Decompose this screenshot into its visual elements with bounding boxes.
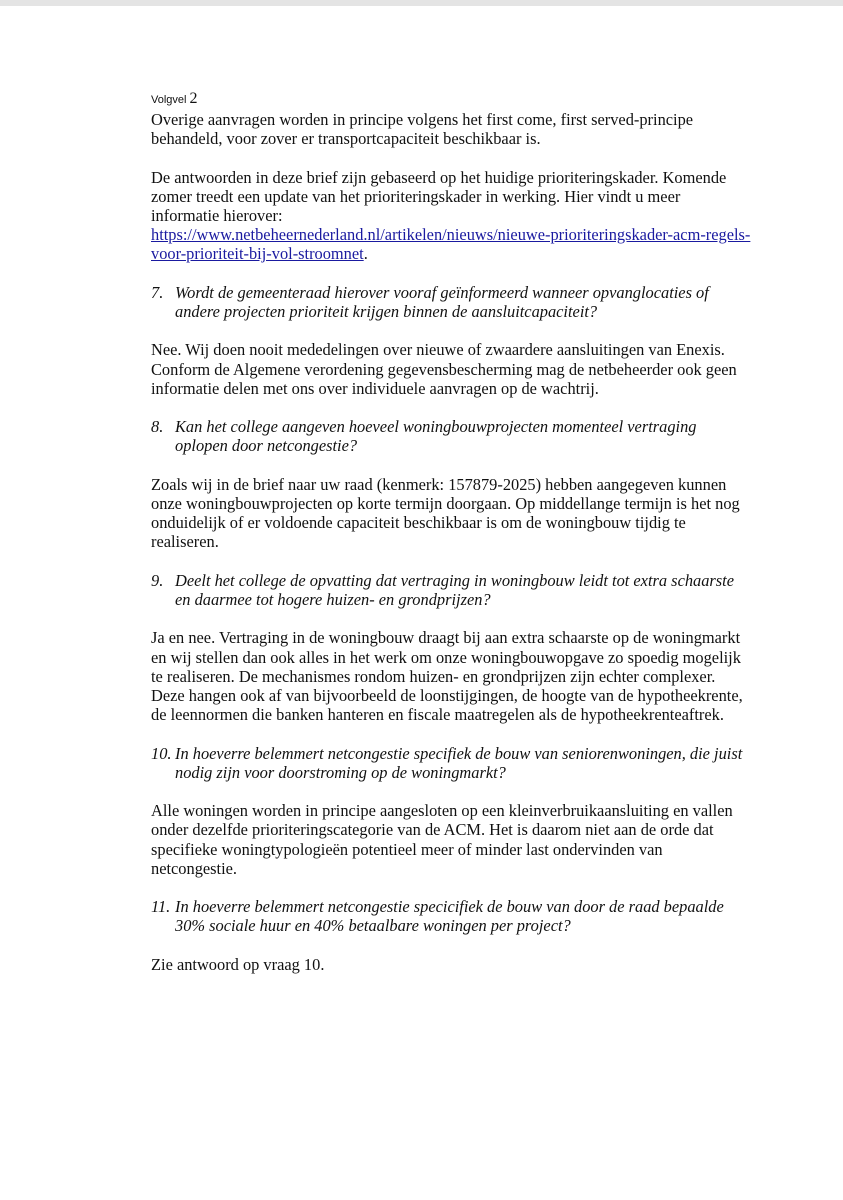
question-text: In hoeverre belemmert netcongestie specifiek de bouw van seniorenwoningen, die juist nodig zijn voor doorstroming op de woningmarkt?: [175, 743, 743, 782]
answer-10: Alle woningen worden in principe aangesloten op een kleinverbruikaansluiting en vallen onder dezelfde prioriteringscategorie van de ACM. Het is daarom niet aan de orde dat specifieke woningtypologieën potentieel meer of minder last ondervinden van netcongestie.: [151, 801, 733, 878]
question-number: 7.: [151, 282, 164, 302]
answer-9: Ja en nee. Vertraging in de woningbouw draagt bij aan extra schaarste op de woningmarkt en wij stellen dan ook alles in het werk om onze woningbouwopgave zo spoedig mogelijk te realiseren. De mechanismes rondom huizen- en grondprijzen zijn echter complexer. Deze hangen ook af van bijvoorbeeld de loonstijgingen, de hoogte van de hypotheekrente, de leennormen die banken hanteren en fiscale maatregelen als de hypotheekrenteaftrek.: [151, 628, 743, 725]
page-number: 2: [189, 90, 198, 107]
question-10: [151, 744, 751, 782]
question-text: Kan het college aangeven hoeveel woningbouwprojecten momenteel vertraging oplopen door netcongestie?: [175, 417, 697, 456]
question-8: [151, 417, 751, 455]
question-9: [151, 571, 751, 609]
page-header-label: Volgvel: [151, 94, 187, 106]
paragraph-prioriteringskader: [151, 168, 751, 264]
top-border: [0, 0, 843, 6]
answer-8: Zoals wij in de brief naar uw raad (kenmerk: 157879-2025) hebben aangegeven kunnen onze woningbouwprojecten op korte termijn doorgaan. Op middellange termijn is het nog onduidelijk of er voldoende capaciteit beschikbaar is om de woningbouw tijdig te realiseren.: [151, 474, 740, 552]
paragraph-prioriteringskader-text: De antwoorden in deze brief zijn gebaseerd op het huidige prioriteringskader. Komende zomer treedt een update van het prioriteringskader in werking. Hier vindt u meer informatie hierover:: [151, 167, 727, 225]
answer-7: Nee. Wij doen nooit mededelingen over nieuwe of zwaardere aansluitingen van Enexis. Conform de Algemene verordening gegevensbescherming mag de netbeheerder ook geen informatie delen met ons over individuele aanvragen op de wachtrij.: [151, 340, 737, 398]
question-number: 8.: [151, 417, 164, 437]
netbeheer-link[interactable]: https://www.netbeheernederland.nl/artikelen/nieuws/nieuwe-prioriteringskader-acm-regels-voor-prioriteit-bij-vol-stroomnet: [151, 225, 751, 264]
letter-body: [151, 89, 751, 974]
question-number: 11.: [151, 897, 171, 917]
question-text: Wordt de gemeenteraad hierover vooraf geïnformeerd wanneer opvanglocaties of andere projecten prioriteit krijgen binnen de aansluitcapaciteit?: [175, 282, 709, 321]
question-number: 9.: [151, 570, 164, 590]
question-text: Deelt het college de opvatting dat vertraging in woningbouw leidt tot extra schaarste en daarmee tot hogere huizen- en grondprijzen?: [175, 570, 735, 609]
question-text: In hoeverre belemmert netcongestie specicifiek de bouw van door de raad bepaalde 30% sociale huur en 40% betaalbare woningen per project?: [175, 897, 724, 936]
answer-11: Zie antwoord op vraag 10.: [151, 954, 325, 974]
page-header: [151, 89, 751, 110]
question-number: 10.: [151, 743, 172, 763]
question-11: [151, 897, 751, 935]
link-period: .: [363, 244, 368, 264]
paragraph-first-come: Overige aanvragen worden in principe volgens het first come, first served-principe behandeld, voor zover er transportcapaciteit beschikbaar is.: [151, 110, 694, 149]
question-7: [151, 283, 751, 321]
